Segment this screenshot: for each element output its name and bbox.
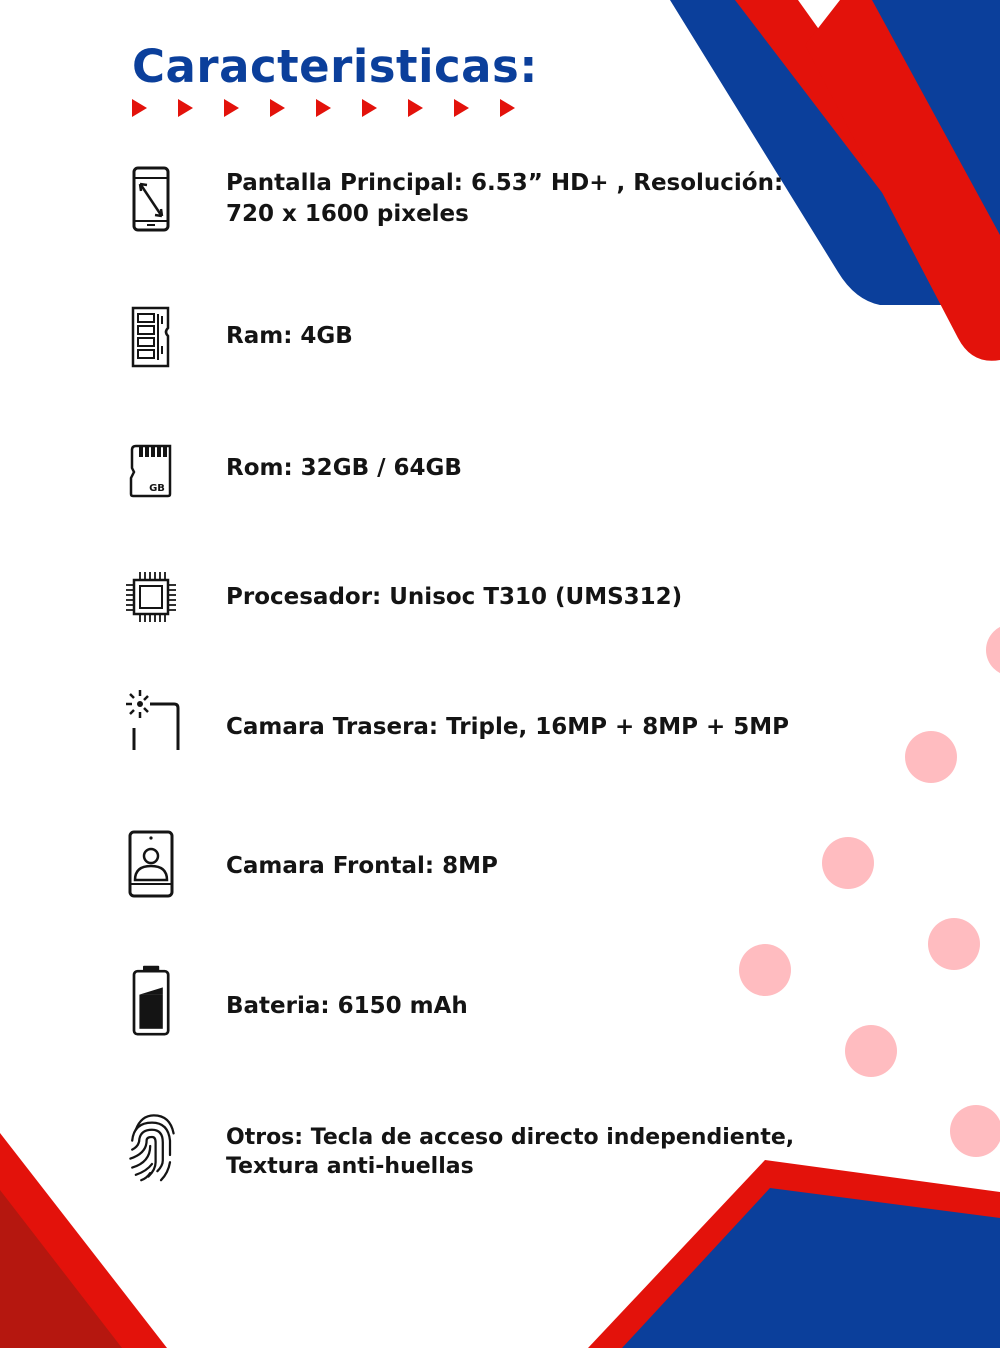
arrow-right-icon <box>362 99 377 117</box>
feature-processor-line-1: Procesador: Unisoc T310 (UMS312) <box>226 584 683 610</box>
feature-rom-line-1: Rom: 32GB / 64GB <box>226 455 462 481</box>
fingerprint-icon <box>120 1110 184 1182</box>
feature-front-camera <box>226 851 826 882</box>
arrow-right-icon <box>500 99 515 117</box>
pink-dot <box>822 837 874 889</box>
arrow-divider <box>132 99 532 121</box>
pink-dot <box>905 731 957 783</box>
rear-camera-icon <box>120 686 184 758</box>
feature-processor <box>226 582 826 613</box>
feature-ram <box>226 321 826 352</box>
feature-screen <box>226 168 826 230</box>
feature-others <box>226 1123 826 1181</box>
arrow-right-icon <box>270 99 285 117</box>
feature-others-line-2: Textura anti-huellas <box>226 1154 474 1179</box>
feature-rear-camera <box>226 712 826 743</box>
front-camera-selfie-icon <box>120 828 184 900</box>
feature-battery <box>226 991 826 1022</box>
feature-rom <box>226 453 826 484</box>
arrow-right-icon <box>316 99 331 117</box>
pink-dot <box>986 624 1000 676</box>
sd-card-label: GB <box>149 483 165 494</box>
arrow-right-icon <box>224 99 239 117</box>
arrow-right-icon <box>454 99 469 117</box>
battery-icon <box>120 964 184 1036</box>
pink-dot <box>845 1025 897 1077</box>
feature-screen-line-1: Pantalla Principal: 6.53” HD+ , Resolución: <box>226 170 784 196</box>
arrow-right-icon <box>178 99 193 117</box>
pink-dot <box>928 918 980 970</box>
feature-rear-camera-line-1: Camara Trasera: Triple, 16MP + 8MP + 5MP <box>226 714 790 740</box>
processor-chip-icon <box>120 564 184 636</box>
smartphone-resize-icon <box>120 164 184 236</box>
feature-others-line-1: Otros: Tecla de acceso directo independiente, <box>226 1125 795 1150</box>
arrow-right-icon <box>132 99 147 117</box>
pink-dot <box>739 944 791 996</box>
sd-card-icon <box>120 436 184 508</box>
feature-screen-line-2: 720 x 1600 pixeles <box>226 201 469 227</box>
feature-front-camera-line-1: Camara Frontal: 8MP <box>226 853 498 879</box>
ram-module-icon <box>120 302 184 374</box>
pink-dot <box>950 1105 1000 1157</box>
feature-ram-line-1: Ram: 4GB <box>226 323 353 349</box>
page-title: Caracteristicas: <box>132 40 538 93</box>
feature-battery-line-1: Bateria: 6150 mAh <box>226 993 468 1019</box>
arrow-right-icon <box>408 99 423 117</box>
